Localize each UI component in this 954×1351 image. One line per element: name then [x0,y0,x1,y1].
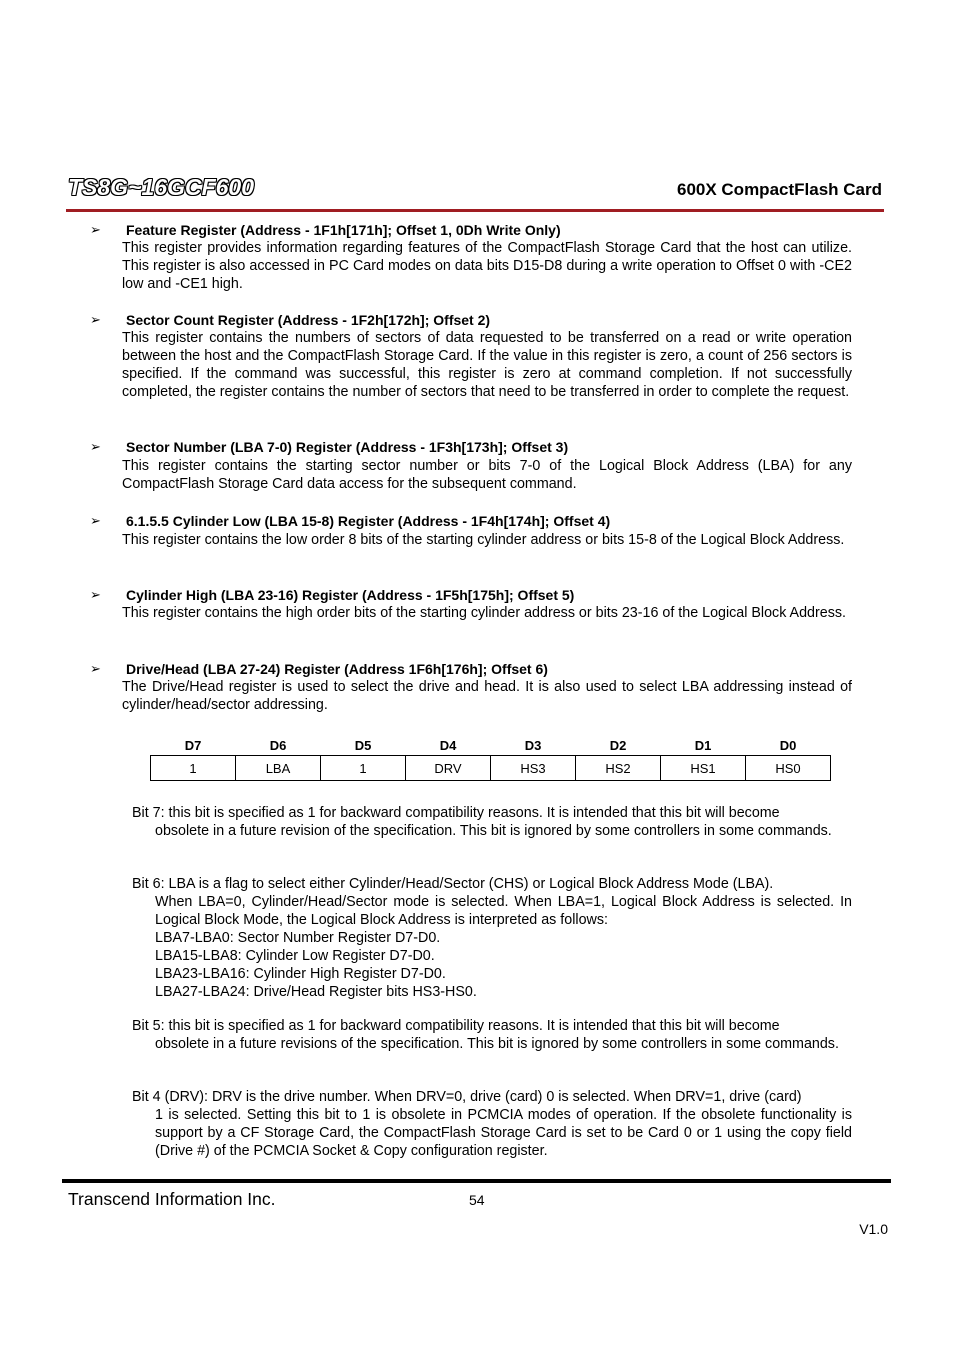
arrow-bullet-icon: ➢ [90,513,101,528]
section-title: Sector Number (LBA 7-0) Register (Address - 1F3h[173h]; Offset 3) [126,439,569,455]
page-number: 54 [469,1192,485,1208]
section-title: Cylinder High (LBA 23-16) Register (Address - 1F5h[175h]; Offset 5) [126,587,575,603]
table-cell: 1 [151,756,236,781]
bit-description [132,1088,852,1160]
arrow-bullet-icon: ➢ [90,661,101,676]
section-body: The Drive/Head register is used to select the drive and head. It is also used to select LBA addressing instead of cylinder/head/sector addressing. [122,679,852,713]
bit-description-continuation: 1 is selected. Setting this bit to 1 is obsolete in PCMCIA modes of operation. If the obsolete functionality is support by a CF Storage Card, the CompactFlash Storage Card is set to be Card 0 or 1 using the copy field (Drive #) of the PCMCIA Socket & Copy configuration register. [155,1107,852,1159]
document-version: V1.0 [859,1221,888,1237]
lba-mapping-line: LBA23-LBA16: Cylinder High Register D7-D0. [155,966,446,982]
bit-description-first-line: Bit 4 (DRV): DRV is the drive number. When DRV=0, drive (card) 0 is selected. When DRV=1, drive (card) [132,1089,802,1105]
section-body: This register contains the starting sector number or bits 7-0 of the Logical Block Address (LBA) for any CompactFlash Storage Card data access for the subsequent command. [122,458,852,492]
table-header-cell: D1 [694,737,712,753]
table-cell: HS2 [576,756,661,781]
section-body: This register contains the low order 8 bits of the starting cylinder address or bits 15-8 of the Logical Block Address. [122,532,845,548]
table-header-cell: D3 [524,737,542,753]
footer-divider [62,1179,891,1183]
lba-mapping-line: LBA7-LBA0: Sector Number Register D7-D0. [155,930,441,946]
drive-head-register-table [150,735,831,781]
arrow-bullet-icon: ➢ [90,312,101,327]
table-header-cell: D6 [269,737,287,753]
product-name: TS8G~16GCF600 [68,174,255,200]
table-header-cell: D2 [609,737,627,753]
arrow-bullet-icon: ➢ [90,439,101,454]
bit-description-first-line: Bit 7: this bit is specified as 1 for backward compatibility reasons. It is intended that this bit will become [132,805,780,821]
table-row [151,756,831,781]
section-title: Sector Count Register (Address - 1F2h[172h]; Offset 2) [126,312,491,328]
bit-description-continuation: obsolete in a future revision of the specification. This bit is ignored by some controllers in some commands. [155,823,832,839]
section-body: This register contains the numbers of sectors of data requested to be transferred on a read or write operation between the host and the CompactFlash Storage Card. If the value in this register is zero, a count of 256 sectors is specified. If the command was successful, this register is zero at command completion. If not successfully completed, the register contains the number of sectors that need to be transferred in order to complete the request. [122,330,852,400]
table-cell: HS1 [661,756,746,781]
section-title: 6.1.5.5 Cylinder Low (LBA 15-8) Register (Address - 1F4h[174h]; Offset 4) [126,513,611,529]
table-header-cell: D7 [184,737,202,753]
table-header-cell: D5 [354,737,372,753]
section-body: This register contains the high order bits of the starting cylinder address or bits 23-16 of the Logical Block Address. [122,605,846,621]
table-cell: LBA [236,756,321,781]
table-cell: HS0 [746,756,831,781]
section-title: Feature Register (Address - 1F1h[171h]; Offset 1, 0Dh Write Only) [126,222,561,238]
bit-description-first-line: Bit 5: this bit is specified as 1 for backward compatibility reasons. It is intended that this bit will become [132,1018,780,1034]
bit-description [132,875,852,1001]
table-cell: 1 [321,756,406,781]
header-divider [66,209,884,212]
bit-description-first-line: Bit 6: LBA is a flag to select either Cylinder/Head/Sector (CHS) or Logical Block Address Mode (LBA). [132,876,774,892]
table-header-cell: D0 [779,737,797,753]
bit-description [132,804,852,840]
table-header-row [151,735,831,756]
lba-mapping-line: LBA27-LBA24: Drive/Head Register bits HS3-HS0. [155,984,477,1000]
company-name: Transcend Information Inc. [68,1189,276,1209]
bit-description [132,1017,852,1053]
section-title: Drive/Head (LBA 27-24) Register (Address 1F6h[176h]; Offset 6) [126,661,548,677]
table-cell: HS3 [491,756,576,781]
arrow-bullet-icon: ➢ [90,587,101,602]
lba-mapping-line: LBA15-LBA8: Cylinder Low Register D7-D0. [155,948,435,964]
section-body: This register provides information regarding features of the CompactFlash Storage Card that the host can utilize. This register is also accessed in PC Card modes on data bits D15-D8 during a write operation to Offset 0 with -CE2 low and -CE1 high. [122,240,852,292]
table-cell: DRV [406,756,491,781]
document-subtitle: 600X CompactFlash Card [676,180,882,199]
table-header-cell: D4 [439,737,457,753]
bit-description-continuation: When LBA=0, Cylinder/Head/Sector mode is selected. When LBA=1, Logical Block Address is selected. In Logical Block Mode, the Logical Block Address is interpreted as follows: [155,894,852,928]
bit-description-continuation: obsolete in a future revisions of the specification. This bit is ignored by some controllers in some commands. [155,1036,839,1052]
arrow-bullet-icon: ➢ [90,222,101,237]
